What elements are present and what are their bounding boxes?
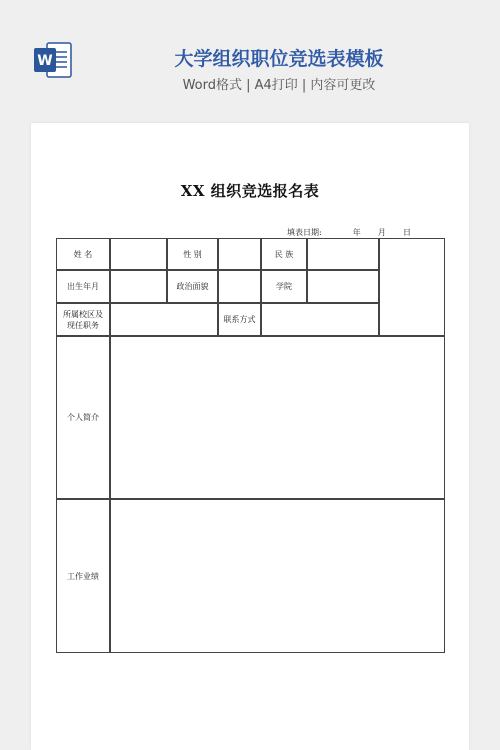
svg-text:W: W xyxy=(37,53,53,69)
date-day-label: 日 xyxy=(402,228,411,237)
contact-label: 联系方式 xyxy=(218,303,261,336)
date-year-label: 年 xyxy=(352,228,361,237)
header xyxy=(0,0,500,122)
form-title: XX 组织竞选报名表 xyxy=(180,182,320,200)
ethnicity-label: 民 族 xyxy=(261,238,307,270)
college-label: 学院 xyxy=(261,270,307,303)
date-month-label: 月 xyxy=(377,228,386,237)
page-subtitle: Word格式 | A4打印 | 内容可更改 xyxy=(182,78,376,93)
page-title: 大学组织职位竞选表模板 xyxy=(174,48,384,70)
work-label: 工作业绩 xyxy=(56,499,110,653)
campus-position-label: 所属校区及现任职务 xyxy=(56,303,110,336)
intro-label: 个人简介 xyxy=(56,336,110,499)
fill-date-label: 填表日期: xyxy=(287,228,322,237)
political-label: 政治面貌 xyxy=(167,270,218,303)
photo-field[interactable] xyxy=(379,238,445,336)
birth-label: 出生年月 xyxy=(56,270,110,303)
ethnicity-field[interactable] xyxy=(307,238,379,270)
college-field[interactable] xyxy=(307,270,379,303)
political-field[interactable] xyxy=(218,270,261,303)
name-label: 姓 名 xyxy=(56,238,110,270)
document-page xyxy=(31,123,469,750)
contact-field[interactable] xyxy=(261,303,379,336)
gender-label: 性 别 xyxy=(167,238,218,270)
birth-field[interactable] xyxy=(110,270,167,303)
campus-position-field[interactable] xyxy=(110,303,218,336)
gender-field[interactable] xyxy=(218,238,261,270)
fill-date-line xyxy=(287,227,411,238)
work-field[interactable] xyxy=(110,499,445,653)
word-icon xyxy=(33,40,73,80)
registration-form xyxy=(56,238,445,653)
name-field[interactable] xyxy=(110,238,167,270)
intro-field[interactable] xyxy=(110,336,445,499)
